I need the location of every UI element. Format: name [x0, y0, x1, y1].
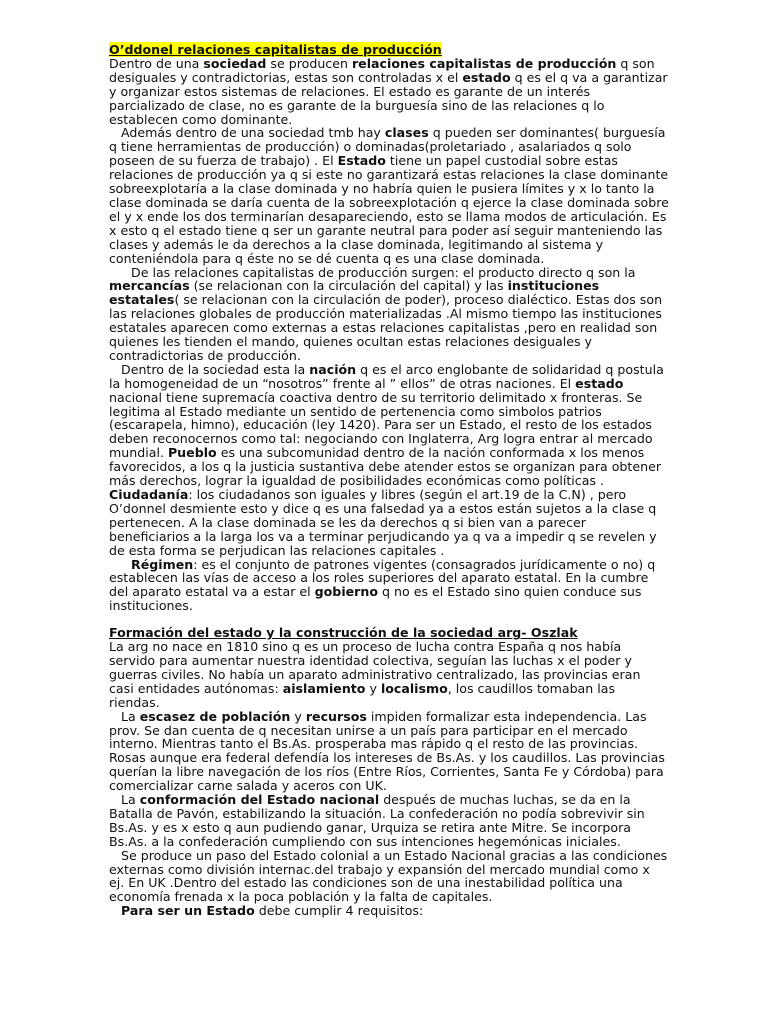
bold-term: Para ser un Estado: [121, 903, 255, 919]
paragraph: [109, 558, 669, 614]
text-run: y: [290, 708, 306, 724]
text-run: q es el arco englobante de solidaridad q postula la homogeneidad de un “nosotros” frente al ” ellos” de otras naciones. El: [109, 361, 664, 391]
text-run: impiden formalizar esta independencia. Las prov. Se dan cuenta de q necesitan unirse a un país para participar en el mercado interno. Mientras tanto el Bs.As. prosperaba mas rápido q el resto de las provincias. Rosas aunque era federal defendía los intereses de Bs.As. y los caudillos. Las provincias querían la libre navegación de los ríos (Entre Ríos, Corrientes, Santa Fe y Córdoba) para comercializar carne salada y aceros con UK.: [109, 708, 665, 794]
text-run: después de muchas luchas, se da en la Batalla de Pavón, estabilizando la situación. La confederación no podía sobrevivir sin Bs.As. y es x esto q aun pudiendo ganar, Urquiza se retira ante Mitre. Se incorpora Bs.As. a la confederación cumpliendo con sus intenciones hegemónicas iniciales.: [109, 792, 645, 849]
bold-term: localismo: [380, 680, 448, 696]
paragraph: [109, 126, 669, 265]
text-run: La arg no nace en 1810 sino q es un proceso de lucha contra España q nos había servido para aumentar nuestra identidad colectiva, seguían las luchas x el poder y guerras civiles. No había un aparato administrativo centralizado, las provincias eran casi entidades autónomas:: [109, 639, 641, 696]
paragraph: [109, 57, 669, 127]
bold-term: relaciones capitalistas de producción: [351, 55, 617, 71]
text-run: q son desiguales y contradictorias, estas son controladas x el: [109, 55, 655, 85]
bold-term: conformación del Estado nacional: [139, 792, 380, 808]
bold-term: aislamiento: [282, 680, 366, 696]
text-run: Dentro de una: [109, 55, 204, 71]
text-run: se producen: [266, 55, 352, 71]
text-run: : es el conjunto de patrones vigentes (consagrados jurídicamente o no) q establecen las vías de acceso a los roles superiores del aparato estatal. En la cumbre del aparato estatal va a estar el: [109, 556, 656, 600]
text-run: ( se relacionan con la circulación de poder), proceso dialéctico. Estas dos son las relaciones globales de producción materializadas .Al mismo tiempo las instituciones estatales aparecen como externas a estas relaciones capitalistas ,pero en realidad son quienes les tienden el mando, quienes ocultan estas relaciones desiguales y contradictorias de producción.: [109, 292, 663, 363]
text-run: debe cumplir 4 requisitos:: [254, 903, 424, 919]
bold-term: nación: [309, 361, 357, 377]
section-title: [109, 626, 669, 640]
text-run: : los ciudadanos son iguales y libres (según el art.19 de la C.N) , pero O’donnel desmiente esto y dice q es una falsedad ya a estos están sujetos a la clase q pertenecen. A la clase dominada se les da derechos q si bien van a parecer beneficiarios a la larga los va a terminar perjudicando ya q va a impedir q se revelen y de esta forma se perjudican las relaciones capitales .: [109, 487, 657, 558]
section-oddonel: [109, 43, 669, 613]
text-run: Se produce un paso del Estado colonial a un Estado Nacional gracias a las condiciones externas como división internac.del trabajo y expansión del mercado mundial como x ej. En UK .Dentro del estado las condiciones son de una inestabilidad política una economía frenada x la poca población y la falta de capitales.: [109, 847, 668, 905]
text-run: (se relacionan con la circulación del capital) y las: [189, 278, 508, 294]
bold-term: Régimen: [131, 556, 194, 572]
paragraph: [109, 793, 669, 849]
text-run: q es el q va a garantizar y organizar estos sistemas de relaciones. El estado es garante de un interés parcializado de clase, no es garante de la burguesía sino de las relaciones q lo establecen como dominante.: [109, 69, 668, 127]
section-title: [109, 43, 669, 57]
bold-term: gobierno: [314, 584, 379, 600]
bold-term: instituciones estatales: [109, 278, 600, 308]
text-run: De las relaciones capitalistas de producción surgen: el producto directo q son la: [131, 264, 636, 280]
paragraph: [109, 363, 669, 558]
text-run: q no es el Estado sino quien conduce sus instituciones.: [109, 584, 642, 614]
bold-term: recursos: [305, 708, 367, 724]
bold-term: mercancías: [109, 278, 190, 294]
text-run: La: [121, 708, 140, 724]
text-run: Dentro de la sociedad esta la: [121, 361, 310, 377]
paragraph: [109, 710, 669, 793]
bold-term: clases: [384, 125, 429, 141]
text-run: , los caudillos tomaban las riendas.: [109, 680, 616, 710]
text-run: Además dentro de una sociedad tmb hay: [121, 125, 385, 141]
paragraph: [109, 640, 669, 710]
bold-term: estado: [575, 375, 624, 391]
bold-term: Ciudadanía: [109, 487, 189, 502]
bold-term: estado: [462, 69, 511, 85]
section-title-text: O’ddonel relaciones capitalistas de producción: [109, 42, 442, 57]
bold-term: escasez de población: [139, 708, 291, 724]
paragraph: [109, 849, 669, 905]
text-run: tiene un papel custodial sobre estas relaciones de producción ya q si este no garantizará estas relaciones la clase dominante sobreexplotaría a la clase dominada y no habría quien le pusiera límites y x lo tanto la clase dominada se daría cuenta de la sobreexplotación q ejerce la clase dominada sobre el y x ende los dos terminarían desapareciendo, esto se llama modos de articulación. Es x esto q el estado tiene q ser un garante neutral para poder así seguir manteniendo las clases y además le da derechos a la clase dominada, legitimando al sistema y conteniéndola para q éste no se dé cuenta q es una clase dominada.: [109, 153, 669, 266]
paragraph: [109, 904, 669, 918]
text-run: es una subcomunidad dentro de la nación conformada x los menos favorecidos, a los q la justicia sustantiva debe atender estos se organizan para obtener más derechos, lograr la igualdad de posibilidades económicas como políticas .: [109, 445, 662, 489]
paragraph: [109, 266, 669, 363]
section-title-text: Formación del estado y la construcción de la sociedad arg- Oszlak: [109, 625, 578, 641]
text-run: La: [121, 792, 140, 808]
document-page: [109, 43, 669, 918]
bold-term: sociedad: [203, 55, 267, 71]
text-run: q pueden ser dominantes( burguesía q tiene herramientas de producción) o dominadas(proletariado , asalariados q solo poseen de su fuerza de trabajo) . El: [109, 125, 666, 169]
section-oszlak: [109, 626, 669, 918]
text-run: y: [365, 680, 381, 696]
text-run: nacional tiene supremacía coactiva dentro de su territorio delimitado x fronteras. Se legitima al Estado mediante un sentido de pertenencia como simbolos patrios (escarapela, himno), educación (ley 1420). Para ser un Estado, el resto de los estados deben reconocernos como tal: negociando con Inglaterra, Arg logra entrar al mercado mundial.: [109, 389, 653, 461]
bold-term: Estado: [337, 153, 386, 169]
bold-term: Pueblo: [167, 445, 217, 461]
